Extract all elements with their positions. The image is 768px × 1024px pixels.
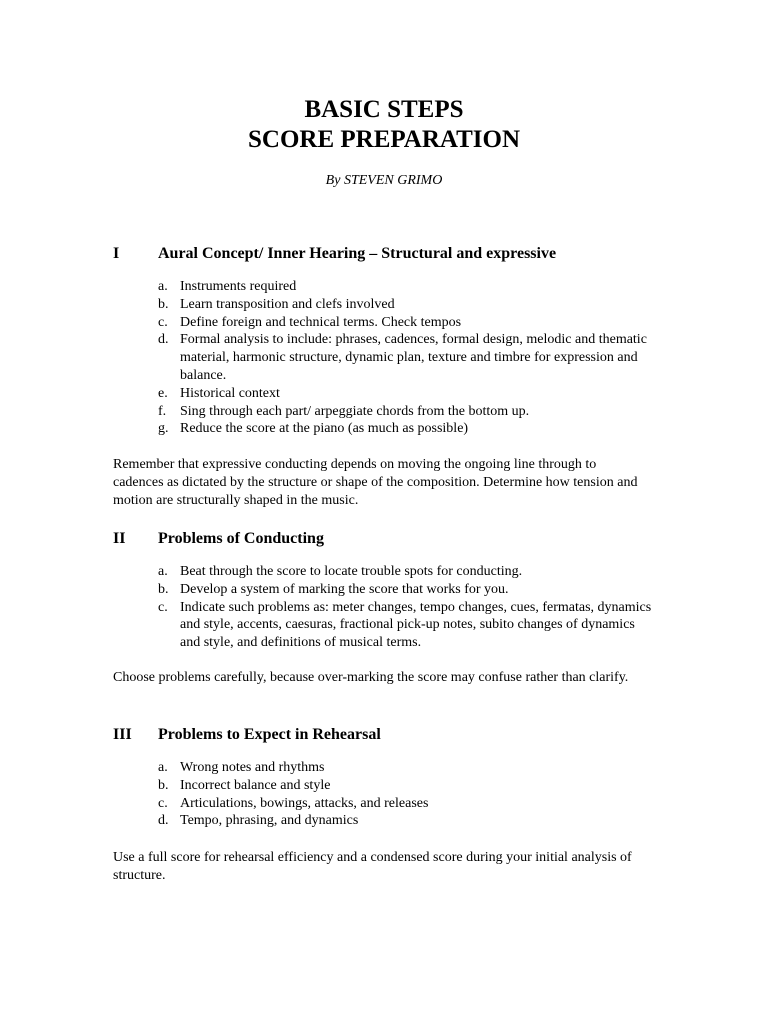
section-title: Problems of Conducting xyxy=(158,530,324,547)
section-iii-paragraph: Use a full score for rehearsal efficiency and a condensed score during your initial analysis of structure. xyxy=(113,850,632,883)
section-list xyxy=(158,278,658,438)
list-item xyxy=(158,563,658,581)
list-item-text: Develop a system of marking the score that works for you. xyxy=(180,581,509,597)
section-title: Aural Concept/ Inner Hearing – Structural and expressive xyxy=(158,245,557,262)
list-item-text: Sing through each part/ arpeggiate chords from the bottom up. xyxy=(180,403,530,419)
list-item xyxy=(158,296,658,314)
list-item-text: Wrong notes and rhythms xyxy=(180,760,325,775)
list-marker: d. xyxy=(158,332,169,348)
document-title-line-2: SCORE PREPARATION xyxy=(247,126,520,153)
section-i-paragraph: Remember that expressive conducting depends on moving the ongoing line through to cadences as dictated by the structure or shape of the composition. Determine how tension and motion are structurally shaped in the music. xyxy=(113,457,638,508)
section-ii xyxy=(113,529,673,651)
list-marker: a. xyxy=(158,564,168,579)
list-marker: c. xyxy=(158,599,168,615)
list-item xyxy=(158,599,658,652)
section-ii-paragraph: Choose problems carefully, because over-marking the score may confuse rather than clarify. xyxy=(113,670,629,685)
list-item-text: Instruments required xyxy=(180,279,297,294)
section-numeral: I xyxy=(113,245,120,262)
section-i xyxy=(113,244,673,437)
section-heading xyxy=(113,244,673,264)
list-item-text: Tempo, phrasing, and dynamics xyxy=(180,813,359,829)
section-list xyxy=(158,563,658,652)
list-marker: g. xyxy=(158,421,169,437)
list-item xyxy=(158,278,658,296)
section-numeral: III xyxy=(113,726,132,743)
section-list xyxy=(158,759,658,830)
list-item xyxy=(158,777,658,795)
list-item xyxy=(158,314,658,332)
list-marker: a. xyxy=(158,760,168,775)
list-item-text: Incorrect balance and style xyxy=(180,777,331,793)
list-item-text: Beat through the score to locate trouble spots for conducting. xyxy=(180,564,523,579)
section-iii xyxy=(113,725,673,829)
list-item xyxy=(158,812,658,830)
list-item xyxy=(158,385,658,403)
list-marker: a. xyxy=(158,279,168,294)
list-marker: c. xyxy=(158,314,168,330)
section-heading xyxy=(113,529,673,549)
list-item xyxy=(158,581,658,599)
author-byline: By STEVEN GRIMO xyxy=(325,173,443,188)
list-item xyxy=(158,420,658,438)
document-title-line-1: BASIC STEPS xyxy=(304,96,464,123)
list-item xyxy=(158,403,658,421)
list-marker: c. xyxy=(158,795,168,811)
list-item-text: Formal analysis to include: phrases, cadences, formal design, melodic and thematic material, harmonic structure, dynamic plan, texture and timbre for expression and balance. xyxy=(180,332,647,383)
list-item-text: Articulations, bowings, attacks, and releases xyxy=(180,795,429,811)
list-item xyxy=(158,331,658,384)
list-item xyxy=(158,759,658,777)
list-item-text: Historical context xyxy=(180,385,280,401)
section-heading xyxy=(113,725,673,745)
section-title: Problems to Expect in Rehearsal xyxy=(158,726,381,743)
list-marker: d. xyxy=(158,813,169,829)
list-marker: f. xyxy=(158,403,167,419)
list-item-text: Indicate such problems as: meter changes, tempo changes, cues, fermatas, dynamics and style, accents, caesuras, fractional pick-up notes, subito changes of dynamics and style, and definitions of musical terms. xyxy=(180,599,652,651)
list-marker: e. xyxy=(158,385,168,401)
section-numeral: II xyxy=(113,530,126,547)
list-item xyxy=(158,795,658,813)
list-marker: b. xyxy=(158,296,169,312)
list-marker: b. xyxy=(158,777,169,793)
list-item-text: Reduce the score at the piano (as much as possible) xyxy=(180,421,469,437)
list-item-text: Learn transposition and clefs involved xyxy=(180,296,395,312)
list-marker: b. xyxy=(158,581,169,597)
list-item-text: Define foreign and technical terms. Check tempos xyxy=(180,314,462,330)
